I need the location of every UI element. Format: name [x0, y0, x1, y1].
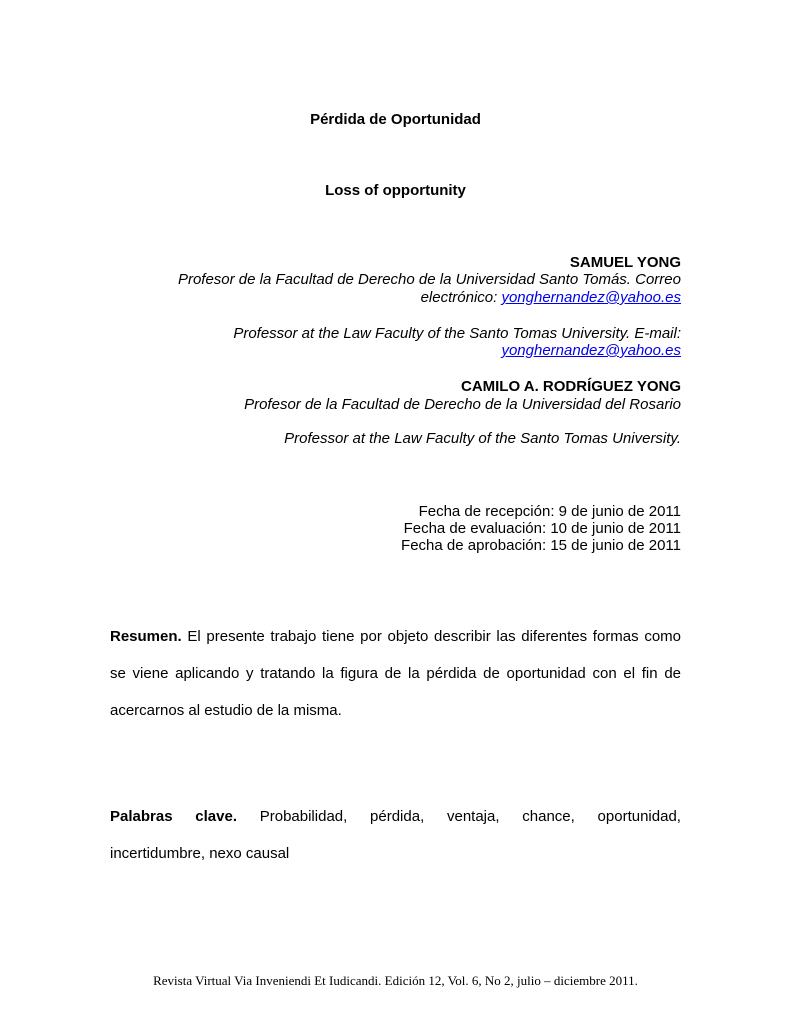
title-spanish: Pérdida de Oportunidad	[310, 111, 481, 128]
keyword-item: oportunidad,	[597, 808, 681, 825]
keywords-label-1: Palabras	[110, 808, 173, 825]
abstract-text: El presente trabajo tiene por objeto describir las diferentes formas como se viene aplicando y tratando la figura de la pérdida de oportunidad con el fin de acercarnos al estudio de la misma.	[110, 628, 681, 719]
date-received: Fecha de recepción: 9 de junio de 2011	[418, 503, 681, 520]
author2-affiliation-en: Professor at the Law Faculty of the Santo Tomas University.	[284, 430, 681, 447]
author1-affiliation-en-line1: Professor at the Law Faculty of the Santo Tomas University. E-mail:	[233, 325, 681, 342]
keywords-line1	[110, 808, 681, 825]
author1-name: SAMUEL YONG	[569, 254, 681, 271]
keyword-item: ventaja,	[446, 808, 500, 825]
author1-affiliation-es-line2	[421, 289, 681, 307]
page-footer: Revista Virtual Via Inveniendi Et Iudicandi. Edición 12, Vol. 6, No 2, julio – diciembre 2011.	[153, 973, 638, 988]
keywords-line2: incertidumbre, nexo causal	[110, 845, 290, 862]
email-prefix: electrónico:	[420, 289, 502, 306]
keyword-item: pérdida,	[370, 808, 425, 825]
keywords-label-2: clave.	[195, 808, 237, 825]
keyword-item: Probabilidad,	[259, 808, 348, 825]
keyword-item: chance,	[522, 808, 575, 825]
author1-email-link[interactable]: yonghernandez@yahoo.es	[501, 289, 681, 306]
date-evaluated: Fecha de evaluación: 10 de junio de 2011	[403, 520, 681, 537]
abstract-label: Resumen.	[110, 628, 182, 645]
author1-affiliation-en-line2	[501, 342, 681, 360]
author1-email-link-en[interactable]: yonghernandez@yahoo.es	[501, 342, 681, 359]
author1-affiliation-es-line1: Profesor de la Facultad de Derecho de la Universidad Santo Tomás. Correo	[177, 271, 681, 288]
abstract-paragraph	[110, 618, 681, 729]
title-english: Loss of opportunity	[325, 182, 466, 199]
author2-affiliation-es: Profesor de la Facultad de Derecho de la Universidad del Rosario	[244, 396, 681, 413]
date-approved: Fecha de aprobación: 15 de junio de 2011	[401, 537, 681, 554]
author2-name: CAMILO A. RODRÍGUEZ YONG	[460, 378, 681, 395]
